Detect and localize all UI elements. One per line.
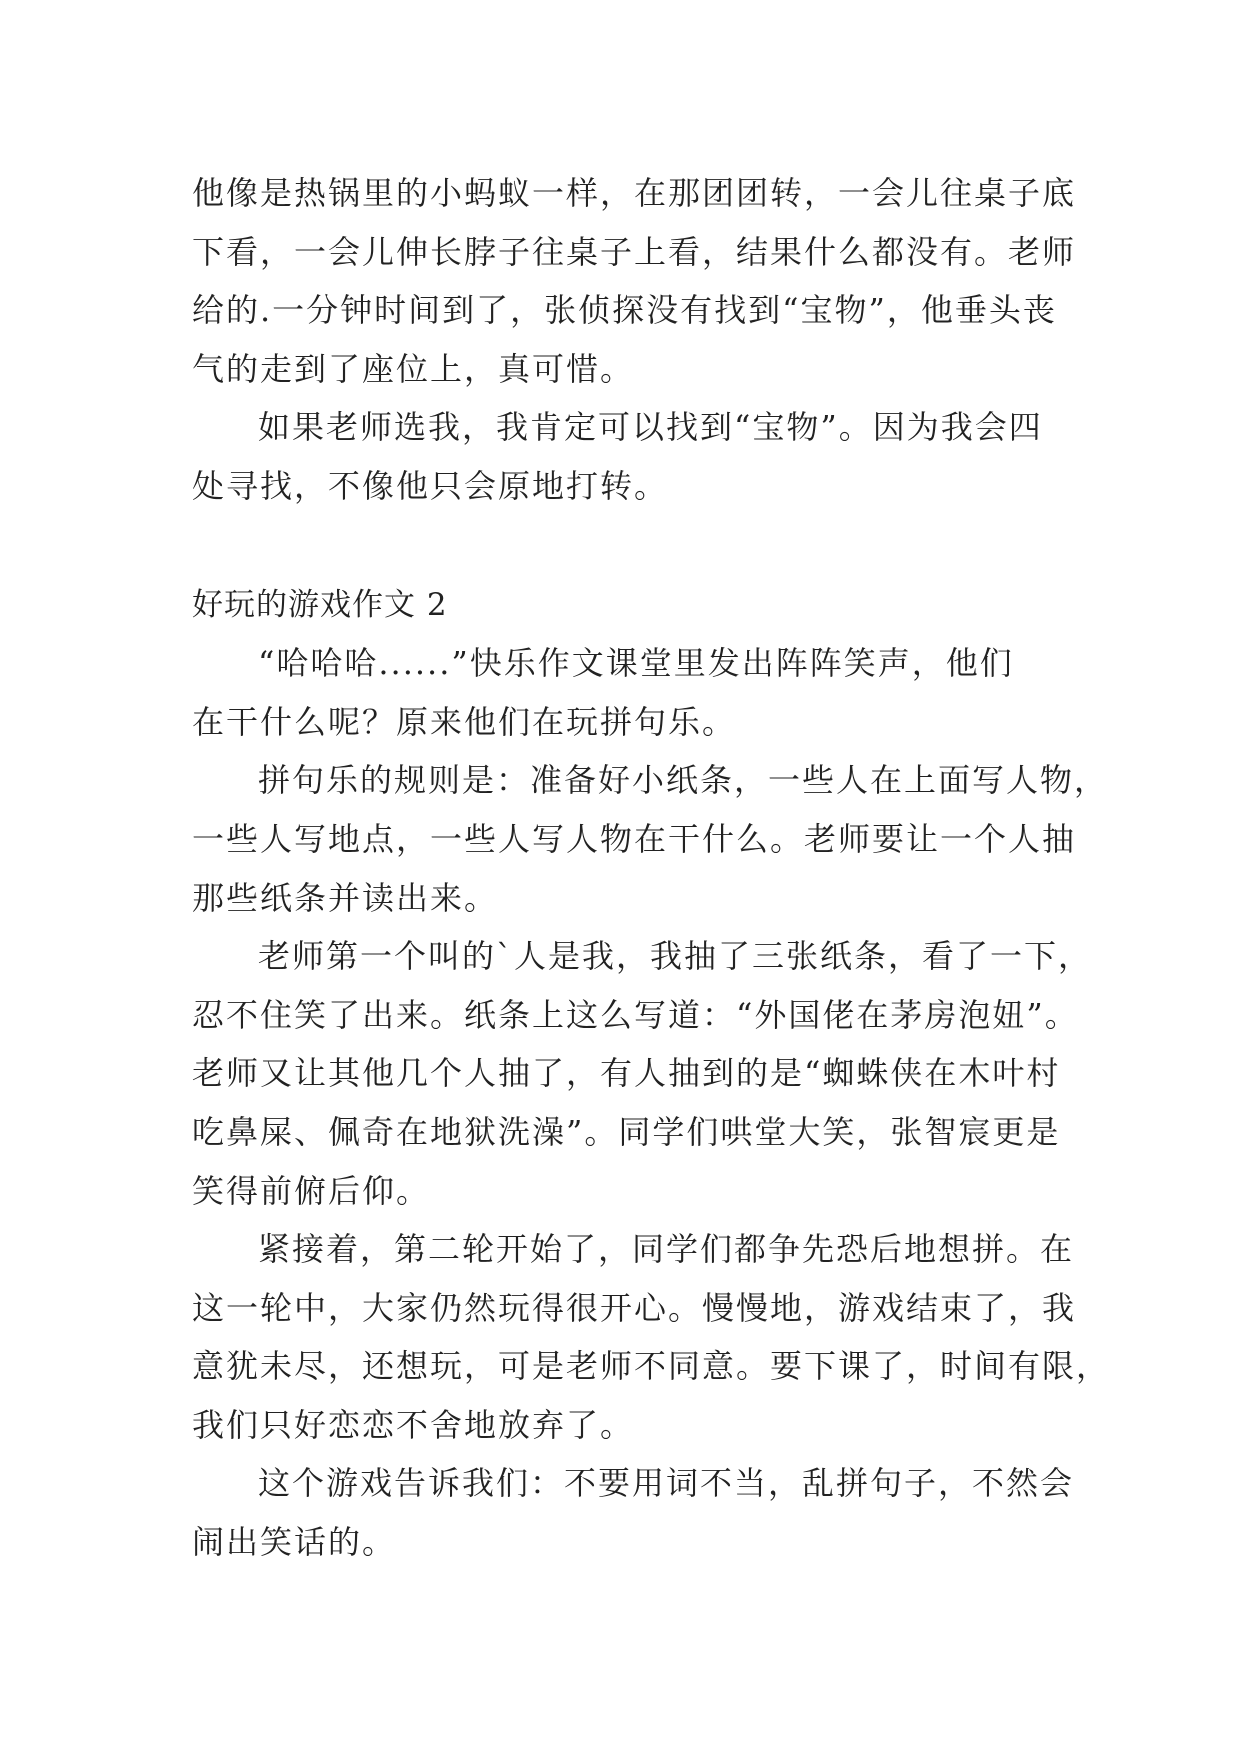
text-line: 这一轮中，大家仍然玩得很开心。慢慢地，游戏结束了，我 [192,1288,1077,1327]
text-line: 处寻找，不像他只会原地打转。 [192,466,669,505]
paragraph [192,751,1109,927]
document-body [192,164,1111,1572]
paragraph [192,398,1058,515]
paragraph [192,634,1058,751]
text-line: 在干什么呢？原来他们在玩拼句乐。 [192,702,737,741]
paragraph [192,164,1077,398]
text-line: 笑得前俯后仰。 [192,1171,431,1210]
text-line: 下看，一会儿伸长脖子往桌子上看，结果什么都没有。老师 [192,232,1077,271]
text-line: 老师第一个叫的`人是我，我抽了三张纸条，看了一下， [258,937,1093,976]
text-line: 意犹未尽，还想玩，可是老师不同意。要下课了，时间有限， [192,1347,1111,1386]
text-line: 闹出笑话的。 [192,1523,397,1562]
text-line: 我们只好恋恋不舍地放弃了。 [192,1405,635,1444]
text-line: 老师又让其他几个人抽了，有人抽到的是“蜘蛛侠在木叶村 [192,1054,1061,1093]
text-line: 吃鼻屎、佩奇在地狱洗澡”。同学们哄堂大笑，张智宸更是 [192,1112,1061,1151]
paragraph [192,1454,1075,1571]
text-line: “哈哈哈......”快乐作文课堂里发出阵阵笑声，他们 [258,644,1014,683]
text-line: 忍不住笑了出来。纸条上这么写道：“外国佬在茅房泡妞”。 [192,995,1079,1034]
text-line: 紧接着，第二轮开始了，同学们都争先恐后地想拼。在 [258,1230,1075,1269]
text-line: 给的.一分钟时间到了，张侦探没有找到“宝物”，他垂头丧 [192,291,1057,330]
text-line: 一些人写地点，一些人写人物在干什么。老师要让一个人抽 [192,819,1077,858]
paragraph [192,927,1093,1220]
text-line: 这个游戏告诉我们：不要用词不当，乱拼句子，不然会 [258,1464,1075,1503]
text-line: 拼句乐的规则是：准备好小纸条，一些人在上面写人物， [258,761,1109,800]
paragraph [192,1220,1111,1454]
text-line: 如果老师选我，我肯定可以找到“宝物”。因为我会四 [258,408,1043,447]
text-line: 那些纸条并读出来。 [192,878,499,917]
text-line: 气的走到了座位上，真可惜。 [192,349,635,388]
text-line: 他像是热锅里的小蚂蚁一样，在那团团转，一会儿往桌子底 [192,174,1077,212]
section-title: 好玩的游戏作文 2 [192,586,448,623]
